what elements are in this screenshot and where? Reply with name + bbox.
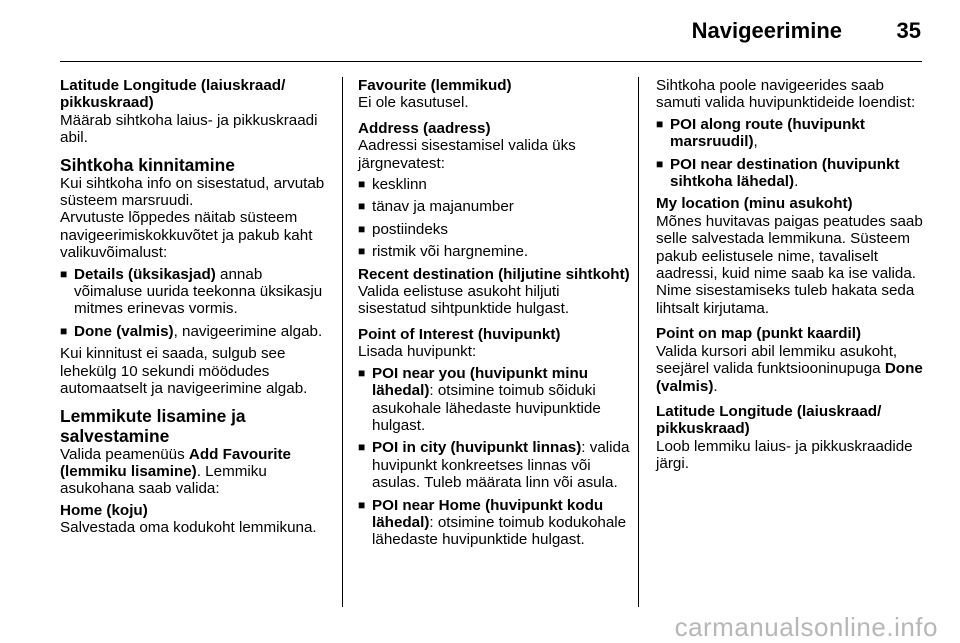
list-item bbox=[358, 365, 630, 435]
confirm-heading: Sihtkoha kinnitamine bbox=[60, 154, 235, 175]
favourites-intro-c: . Lemmiku asukohana saab valida: bbox=[60, 462, 267, 498]
list-item bbox=[656, 156, 926, 191]
confirm-options-list bbox=[60, 266, 330, 341]
page-header bbox=[0, 14, 960, 54]
my-location-text: Mõnes huvitavas paigas peatudes saab selle salvestada lemmikuna. Süsteem pakub eelistusele nime, tavaliselt aadressi, kuid nime saab ka ise valida. Nime sisestamiseks tuleb hakata seda lihtsalt kirjutama. bbox=[656, 212, 923, 317]
favourites-intro bbox=[60, 446, 330, 498]
address-option: kesklinn bbox=[372, 176, 427, 194]
list-item bbox=[358, 176, 630, 193]
address-option: ristmik või hargnemine. bbox=[372, 243, 529, 261]
list-item bbox=[358, 243, 630, 260]
route-poi-list bbox=[656, 116, 926, 191]
latlong-text: Määrab sihtkoha laius- ja pikkuskraadi abil. bbox=[60, 111, 318, 147]
list-item bbox=[60, 323, 330, 340]
list-item bbox=[60, 266, 330, 318]
latlong-title: Latitude Longitude (laiuskraad/ pikkuskraad) bbox=[60, 77, 286, 112]
add-favourite-label: Add Favourite (lemmiku lisamine) bbox=[60, 445, 292, 480]
address-title: Address (aadress) bbox=[358, 119, 491, 137]
poi-title: Point of Interest (huvipunkt) bbox=[358, 325, 561, 343]
point-on-map-text-a: Valida kursori abil lemmiku asukoht, seejärel valida funktsiooninupuga bbox=[656, 342, 898, 378]
latlong2-text: Loob lemmiku laius- ja pikkuskraadide järgi. bbox=[656, 437, 913, 473]
point-on-map-text bbox=[656, 343, 926, 395]
page-title: Navigeerimine bbox=[691, 18, 842, 43]
route-intro: Sihtkoha poole navigeerides saab samuti valida huvipunktideide loendist: bbox=[656, 77, 916, 112]
poi-along-route-suffix: , bbox=[753, 133, 758, 151]
details-text: annab võimaluse uurida teekonna üksikasju mitmes erinevas vormis. bbox=[74, 265, 323, 318]
latlong2-title: Latitude Longitude (laiuskraad/ pikkuskraad) bbox=[656, 402, 882, 438]
home-title: Home (koju) bbox=[60, 501, 148, 519]
home-text: Salvestada oma kodukoht lemmikuna. bbox=[60, 519, 317, 537]
done-text: , navigeerimine algab. bbox=[173, 322, 323, 340]
poi-options-list bbox=[358, 365, 630, 549]
confirm-paragraph-1: Kui sihtkoha info on sisestatud, arvutab süsteem marsruudi. bbox=[60, 174, 325, 210]
list-item bbox=[656, 116, 926, 151]
bullet-icon: ■ bbox=[656, 116, 664, 131]
column-divider-2 bbox=[638, 77, 639, 607]
list-item bbox=[358, 221, 630, 238]
header-rule bbox=[60, 61, 922, 62]
bullet-icon: ■ bbox=[358, 199, 366, 214]
favourites-heading: Lemmikute lisamine ja salvestamine bbox=[60, 405, 246, 446]
bullet-icon: ■ bbox=[358, 497, 366, 512]
favourites-intro-a: Valida peamenüüs bbox=[60, 445, 189, 463]
done-option: Done (valmis) bbox=[74, 322, 174, 340]
address-option: postiindeks bbox=[372, 220, 448, 238]
list-item bbox=[358, 439, 630, 491]
bullet-icon: ■ bbox=[358, 440, 366, 455]
bullet-icon: ■ bbox=[358, 365, 366, 380]
poi-text: Lisada huvipunkt: bbox=[358, 343, 477, 361]
point-on-map-title: Point on map (punkt kaardil) bbox=[656, 325, 862, 343]
bullet-icon: ■ bbox=[358, 221, 366, 236]
my-location-title: My location (minu asukoht) bbox=[656, 195, 853, 213]
bullet-icon: ■ bbox=[358, 244, 366, 259]
poi-along-route: POI along route (huvipunkt marsruudil) bbox=[670, 115, 865, 151]
poi-in-city: POI in city (huvipunkt linnas) bbox=[372, 439, 582, 457]
column-2 bbox=[358, 77, 630, 554]
watermark: carmanualsonline.info bbox=[674, 612, 938, 642]
poi-near-you: POI near you (huvipunkt minu lähedal) bbox=[372, 364, 589, 400]
confirm-paragraph-2: Arvutuste lõppedes näitab süsteem navigeerimiskokkuvõtet ja pakub kaht valikuvõimalust: bbox=[60, 209, 313, 262]
page-number: 35 bbox=[896, 18, 921, 43]
poi-near-destination-suffix: . bbox=[794, 173, 799, 191]
poi-in-city-text: : valida huvipunkt konkreetses linnas või asulas. Tuleb määrata linn või asula. bbox=[372, 439, 630, 492]
bullet-icon: ■ bbox=[358, 177, 366, 192]
favourite-text: Ei ole kasutusel. bbox=[358, 94, 469, 112]
done-label: Done (valmis) bbox=[656, 360, 923, 395]
bullet-icon: ■ bbox=[60, 323, 68, 338]
poi-near-home: POI near Home (huvipunkt kodu lähedal) bbox=[372, 496, 604, 531]
column-divider-1 bbox=[342, 77, 343, 607]
address-text: Aadressi sisestamisel valida üks järgnevatest: bbox=[358, 137, 576, 172]
poi-near-destination: POI near destination (huvipunkt sihtkoha lähedal) bbox=[670, 155, 900, 191]
point-on-map-end: . bbox=[713, 377, 718, 395]
favourite-title: Favourite (lemmikud) bbox=[358, 77, 512, 94]
column-3 bbox=[656, 77, 926, 473]
recent-text: Valida eelistuse asukoht hiljuti sisestatud sihtpunktide hulgast. bbox=[358, 283, 570, 318]
confirm-paragraph-3: Kui kinnitust ei saada, sulgub see lehekülg 10 sekundi möödudes automaatselt ja navigeerimine algab. bbox=[60, 345, 308, 398]
poi-near-home-text: : otsimine toimub kodukohale lähedaste huvipunktide hulgast. bbox=[372, 513, 627, 549]
recent-title: Recent destination (hiljutine sihtkoht) bbox=[358, 265, 630, 283]
list-item bbox=[358, 198, 630, 215]
bullet-icon: ■ bbox=[60, 266, 68, 281]
details-option: Details (üksikasjad) bbox=[74, 265, 216, 283]
address-option: tänav ja majanumber bbox=[372, 198, 514, 216]
column-1 bbox=[60, 77, 330, 537]
address-options-list bbox=[358, 176, 630, 261]
bullet-icon: ■ bbox=[656, 156, 664, 171]
poi-near-you-text: : otsimine toimub sõiduki asukohale lähedaste huvipunktide hulgast. bbox=[372, 382, 601, 434]
list-item bbox=[358, 497, 630, 549]
